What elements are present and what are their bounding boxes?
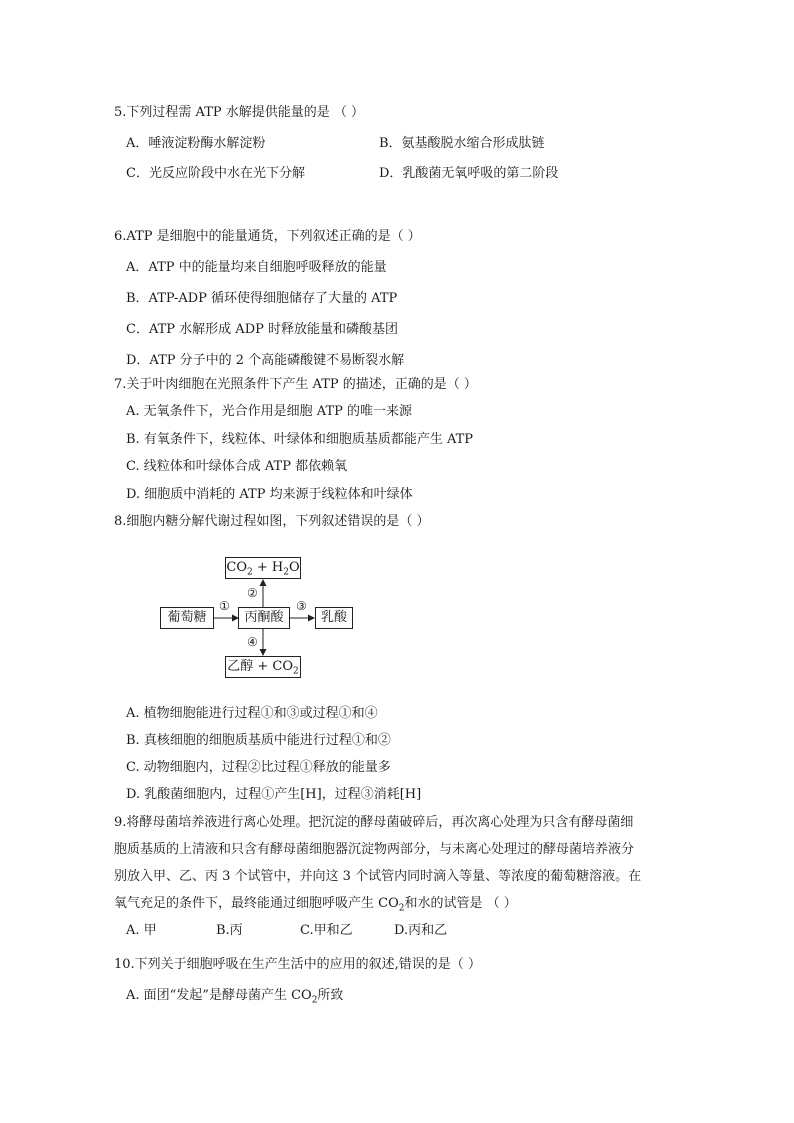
- q10-stem: 10.下列关于细胞呼吸在生产生活中的应用的叙述,错误的是（ ）: [114, 957, 481, 972]
- q9-line1: 9.将酵母菌培养液进行离心处理。把沉淀的酵母菌破碎后，再次离心处理为只含有酵母菌细: [114, 815, 634, 830]
- q6-option-c: C．ATP 水解形成 ADP 时释放能量和磷酸基团: [126, 322, 398, 337]
- q6-stem: 6.ATP 是细胞中的能量通货，下列叙述正确的是（ ）: [114, 229, 421, 244]
- q9-option-c: C.甲和乙: [300, 923, 353, 938]
- q8-option-a: A. 植物细胞能进行过程①和③或过程①和④: [126, 706, 378, 721]
- q5-option-c: C．光反应阶段中水在光下分解: [126, 166, 305, 181]
- q8-option-d: D. 乳酸菌细胞内，过程①产生[H]，过程③消耗[H]: [126, 787, 422, 802]
- q5-option-d: D．乳酸菌无氧呼吸的第二阶段: [379, 166, 559, 181]
- q10-option-a: A. 面团“发起”是酵母菌产生 $CO_2$所致: [126, 988, 344, 1006]
- metabolism-diagram: [150, 550, 370, 682]
- q7-option-c: C. 线粒体和叶绿体合成 ATP 都依赖氧: [126, 459, 348, 474]
- step3-label: ③: [296, 599, 307, 613]
- q6-option-d: D．ATP 分子中的 2 个高能磷酸键不易断裂水解: [126, 353, 405, 368]
- q9-line3: 别放入甲、乙、丙 3 个试管中，并向这 3 个试管内同时滴入等量、等浓度的葡萄糖溶液。在: [114, 869, 642, 884]
- glucose-box: 葡萄糖: [160, 607, 214, 629]
- q5-stem: 5.下列过程需 ATP 水解提供能量的是 （ ）: [114, 105, 365, 120]
- q8-option-c: C. 动物细胞内，过程②比过程①释放的能量多: [126, 760, 391, 775]
- q8-option-b: B. 真核细胞的细胞质基质中能进行过程①和②: [126, 733, 391, 748]
- q9-line4: 氧气充足的条件下，最终能通过细胞呼吸产生 $CO_2$和水的试管是 （ ）: [114, 896, 517, 914]
- q7-option-d: D. 细胞质中消耗的 ATP 均来源于线粒体和叶绿体: [126, 487, 413, 502]
- co2-h2o-box: $CO_2 + H_2O$: [225, 557, 301, 579]
- step2-label: ②: [247, 586, 258, 600]
- q6-option-a: A．ATP 中的能量均来自细胞呼吸释放的能量: [126, 260, 387, 275]
- q9-line2: 胞质基质的上清液和只含有酵母菌细胞器沉淀物两部分，与未离心处理过的酵母菌培养液分: [114, 842, 635, 857]
- q7-option-a: A. 无氧条件下，光合作用是细胞 ATP 的唯一来源: [126, 404, 413, 419]
- ethanol-co2-box: 乙醇 + $CO_2$: [225, 656, 301, 678]
- q5-option-a: A．唾液淀粉酶水解淀粉: [126, 136, 266, 151]
- step4-label: ④: [247, 635, 258, 649]
- step1-label: ①: [219, 599, 230, 613]
- q5-option-b: B．氨基酸脱水缩合形成肽链: [379, 136, 545, 151]
- q8-stem: 8.细胞内糖分解代谢过程如图，下列叙述错误的是（ ）: [114, 514, 430, 529]
- q9-option-b: B.丙: [216, 923, 243, 938]
- q9-option-d: D.丙和乙: [394, 923, 448, 938]
- q6-option-b: B．ATP-ADP 循环使得细胞储存了大量的 ATP: [126, 291, 398, 306]
- q7-stem: 7.关于叶肉细胞在光照条件下产生 ATP 的描述，正确的是（ ）: [114, 377, 477, 392]
- pyruvate-box: 丙酮酸: [238, 607, 290, 629]
- lactic-acid-box: 乳酸: [315, 607, 353, 629]
- q7-option-b: B. 有氧条件下，线粒体、叶绿体和细胞质基质都能产生 ATP: [126, 432, 474, 447]
- q9-option-a: A. 甲: [126, 923, 157, 938]
